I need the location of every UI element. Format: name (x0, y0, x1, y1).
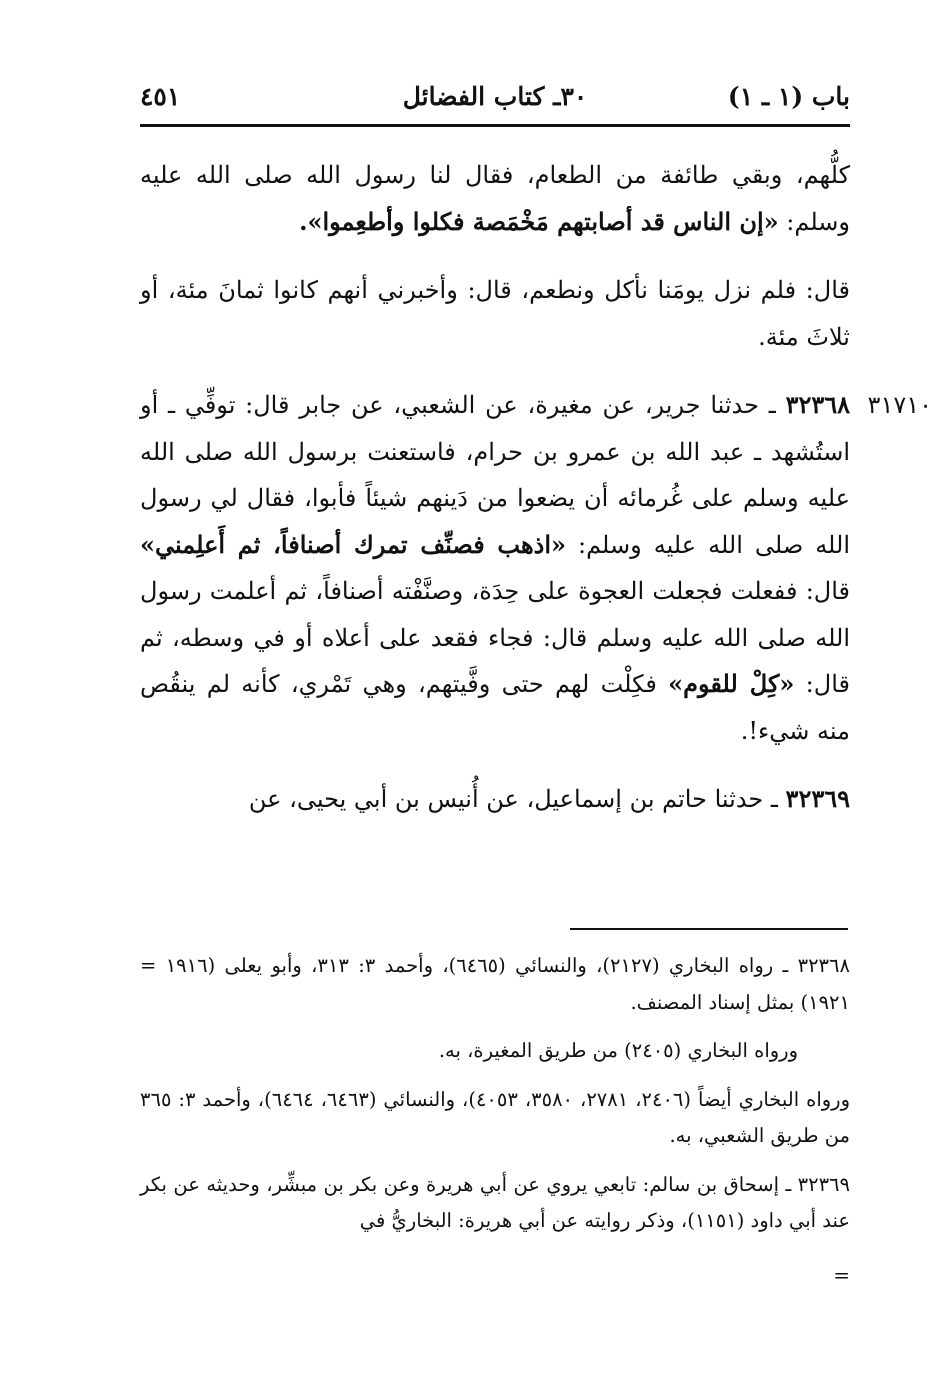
hadith-number: ٣٢٣٦٩ (785, 784, 850, 813)
chapter-title: باب (١ ـ ١) (727, 82, 850, 111)
paragraph-2: قال: فلم نزل يومَنا نأكل ونطعم، قال: وأخبرني أنهم كانوا ثمانَ مئة، أو ثلاثَ مئة. (140, 276, 850, 351)
prophet-quote-3: «كِلْ للقوم» (668, 669, 795, 698)
paragraph-1-text: كلُّهم، وبقي طائفة من الطعام، فقال لنا رسول الله صلى الله عليه وسلم: (140, 161, 850, 236)
margin-number: ٣١٧١٠ (867, 391, 932, 419)
hadith-32368 (140, 382, 932, 754)
footnotes (140, 948, 850, 1310)
hadith-32369 (140, 776, 850, 823)
prophet-quote-1: «إن الناس قد أصابتهم مَخْمَصة فكلوا وأطعِموا». (299, 206, 779, 236)
continuation-mark: = (833, 1262, 850, 1287)
paragraph-1 (140, 152, 850, 245)
footnote-al-shabi: ورواه البخاري أيضاً (٢٤٠٦، ٢٧٨١، ٣٥٨٠، ٤٠٥٣)، والنسائي (٦٤٦٣، ٦٤٦٤)، وأحمد ٣: ٣٦٥ من طريق الشعبي، به. (140, 1087, 850, 1147)
prophet-quote-2: «اذهب فصنِّف تمرك أصنافاً، ثم أَعلِمني» (140, 529, 566, 559)
hadith-32369-text: ـ حدثنا حاتم بن إسماعيل، عن أُنيس بن أبي يحيى، عن (248, 785, 786, 813)
footnote-al-mughira: ورواه البخاري (٢٤٠٥) من طريق المغيرة، به. (438, 1039, 798, 1062)
hadith-text-part-2: قال: ففعلت فجعلت العجوة على حِدَة، وصنَّفْته أصنافاً، ثم أعلمت رسول الله صلى الله عليه وسلم قال: فجاء فقعد على أعلاه أو في وسطه، ثم قال: (140, 577, 850, 698)
footnote-rule (570, 928, 848, 930)
book-title: ٣٠ـ كتاب الفضائل (402, 82, 588, 111)
footnote-32369: ٣٢٣٦٩ ـ إسحاق بن سالم: تابعي يروي عن أبي هريرة وعن بكر بن مبشِّر، وحديثه عن بكر عند أبي داود (١١٥١)، وذكر روايته عن أبي هريرة: البخاريُّ في (140, 1172, 850, 1232)
page-number: ٤٥١ (140, 82, 181, 111)
hadith-text-part-3: فكِلْت لهم حتى وفَّيتهم، وهي تَمْري، كأنه لم ينقُص منه شيء!. (140, 670, 850, 745)
hadith-text-part-1: ـ حدثنا جرير، عن مغيرة، عن الشعبي، عن جابر قال: توفِّي ـ أو استُشهد ـ عبد الله بن عمرو بن حرام، فاستعنت برسول الله صلى الله عليه وسلم على غُرمائه أن يضعوا من دَينهم شيئاً فأبوا، فقال لي رسول الله صلى الله عليه وسلم: (140, 391, 850, 559)
page-header (140, 78, 850, 122)
footnote-32368: ٣٢٣٦٨ ـ رواه البخاري (٢١٢٧)، والنسائي (٦٤٦٥)، وأحمد ٣: ٣١٣، وأبو يعلى (١٩١٦ = ١٩٢١) بمثل إسناد المصنف. (140, 954, 850, 1014)
hadith-32368-text (140, 382, 850, 754)
hadith-number: ٣٢٣٦٨ (785, 390, 851, 419)
main-text (140, 152, 932, 823)
header-rule (140, 124, 850, 127)
